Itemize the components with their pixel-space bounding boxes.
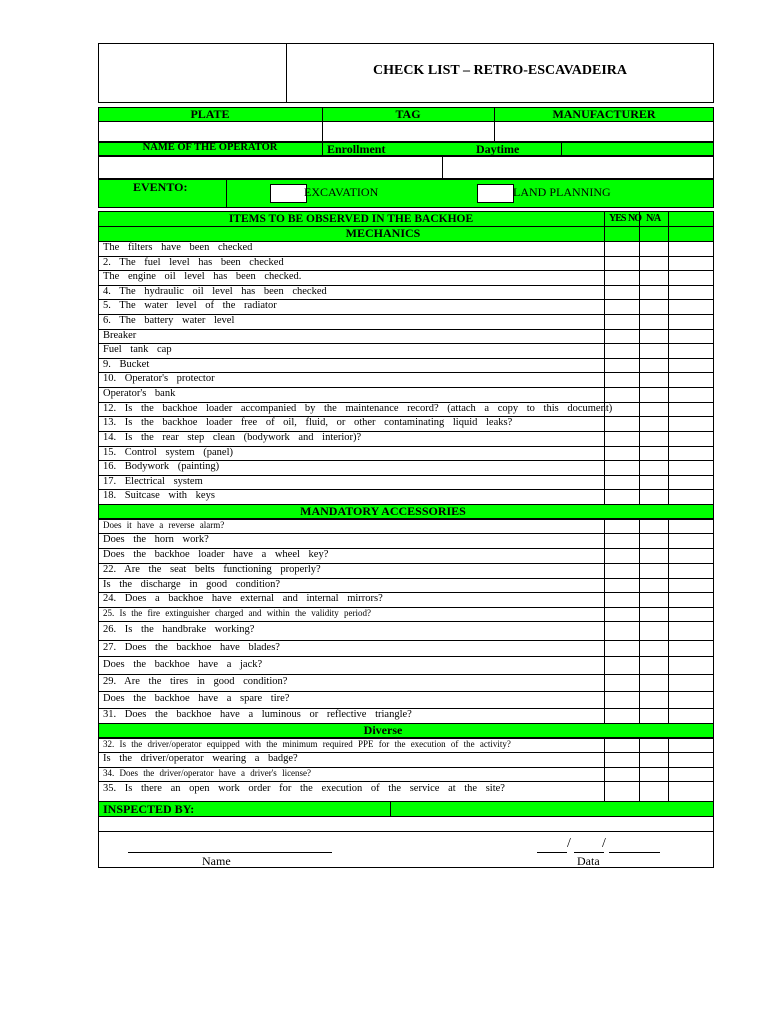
checkbox-yes[interactable] (604, 738, 639, 752)
checkbox-no[interactable] (639, 358, 668, 372)
checklist-item-text: 4. The hydraulic oil level has been checked (103, 285, 327, 297)
checkbox-na[interactable] (668, 578, 714, 592)
checklist-item-text: 14. Is the rear step clean (bodywork and interior)? (103, 432, 362, 443)
checkbox-yes[interactable] (604, 431, 639, 446)
date-label: Data (577, 854, 600, 868)
checkbox-no[interactable] (639, 621, 668, 640)
checkbox-no[interactable] (639, 314, 668, 329)
checkbox-na[interactable] (668, 674, 714, 691)
checkbox-no[interactable] (639, 533, 668, 548)
checklist-item-text: 9. Bucket (103, 358, 150, 370)
checkbox-no[interactable] (639, 446, 668, 460)
checkbox-na[interactable] (668, 329, 714, 343)
yes-header: YES (609, 213, 626, 224)
checkbox-na[interactable] (668, 416, 714, 431)
evento-row (98, 179, 714, 208)
checkbox-no[interactable] (639, 752, 668, 767)
checkbox-na[interactable] (668, 256, 714, 270)
checklist-item-text: Fuel tank cap (103, 344, 172, 355)
checklist-item-text: 27. Does the backhoe have blades? (103, 641, 280, 653)
divider (98, 831, 714, 832)
checkbox-no[interactable] (639, 738, 668, 752)
checkbox-na[interactable] (668, 738, 714, 752)
checklist-item-text: 17. Electrical system (103, 475, 203, 487)
checkbox-yes[interactable] (604, 674, 639, 691)
checklist-item-text: Does the backhoe have a jack? (103, 658, 263, 670)
checkbox-yes[interactable] (604, 708, 639, 723)
checkbox-no[interactable] (639, 548, 668, 563)
checkbox-yes[interactable] (604, 460, 639, 475)
checklist-item-text: 32. Is the driver/operator equipped with the minimum required PPE for the execution of the activity? (103, 738, 511, 749)
checkbox-no[interactable] (639, 708, 668, 723)
evento-label: EVENTO: (133, 180, 188, 194)
checkbox-na[interactable] (668, 621, 714, 640)
checkbox-na[interactable] (668, 299, 714, 314)
excavation-checkbox[interactable] (270, 184, 307, 203)
checkbox-yes[interactable] (604, 640, 639, 656)
checklist-item-text: 12. Is the backhoe loader accompanied by the maintenance record? (attach a copy to this document) (103, 402, 613, 414)
checkbox-yes[interactable] (604, 314, 639, 329)
name-signature-line[interactable] (128, 852, 332, 853)
checkbox-no[interactable] (639, 781, 668, 797)
page-title: CHECK LIST – RETRO-ESCAVADEIRA (372, 63, 628, 78)
checklist-item-text: Does it have a reverse alarm? (103, 519, 225, 530)
divider (322, 142, 323, 156)
checkbox-no[interactable] (639, 256, 668, 270)
checkbox-na[interactable] (668, 640, 714, 656)
inspected-label: INSPECTED BY: (103, 802, 195, 816)
plate-input-row[interactable] (98, 121, 714, 142)
section-title: Diverse (363, 723, 403, 737)
checkbox-na[interactable] (668, 691, 714, 708)
checkbox-na[interactable] (668, 358, 714, 372)
checkbox-no[interactable] (639, 489, 668, 504)
items-header-label: ITEMS TO BE OBSERVED IN THE BACKHOE (228, 213, 474, 225)
checkbox-na[interactable] (668, 372, 714, 387)
date-slash-1: / (567, 836, 571, 851)
checkbox-yes[interactable] (604, 533, 639, 548)
checkbox-no[interactable] (639, 640, 668, 656)
land-planning-checkbox[interactable] (477, 184, 514, 203)
enrollment-label: Enrollment (327, 142, 386, 156)
section-title: MANDATORY ACCESSORIES (300, 504, 466, 518)
checklist-item-text: Operator's bank (103, 388, 176, 399)
checkbox-no[interactable] (639, 767, 668, 781)
checkbox-no[interactable] (639, 563, 668, 578)
date-day-line[interactable] (537, 852, 567, 853)
date-slash-2: / (602, 836, 606, 851)
divider (226, 179, 227, 208)
checkbox-yes[interactable] (604, 402, 639, 416)
checkbox-yes[interactable] (604, 563, 639, 578)
checkbox-no[interactable] (639, 460, 668, 475)
land-planning-label: LAND PLANNING (513, 185, 611, 199)
checkbox-yes[interactable] (604, 592, 639, 607)
checkbox-no[interactable] (639, 519, 668, 533)
checkbox-na[interactable] (668, 533, 714, 548)
checklist-item-text: Is the driver/operator wearing a badge? (103, 753, 298, 764)
checklist-item-text: Is the discharge in good condition? (103, 578, 281, 590)
checkbox-yes[interactable] (604, 256, 639, 270)
divider (390, 801, 391, 817)
checkbox-no[interactable] (639, 372, 668, 387)
checkbox-yes[interactable] (604, 489, 639, 504)
checkbox-no[interactable] (639, 285, 668, 299)
checkbox-no[interactable] (639, 578, 668, 592)
checkbox-yes[interactable] (604, 372, 639, 387)
checklist-item-text: 22. Are the seat belts functioning properly? (103, 564, 321, 575)
checkbox-yes[interactable] (604, 329, 639, 343)
checkbox-no[interactable] (639, 387, 668, 402)
checkbox-no[interactable] (639, 592, 668, 607)
checkbox-yes[interactable] (604, 656, 639, 674)
checkbox-no[interactable] (639, 607, 668, 621)
checkbox-yes[interactable] (604, 752, 639, 767)
checklist-item-text: 34. Does the driver/operator have a driver's license? (103, 767, 312, 778)
checkbox-no[interactable] (639, 691, 668, 708)
checkbox-yes[interactable] (604, 607, 639, 621)
checkbox-no[interactable] (639, 431, 668, 446)
checkbox-na[interactable] (668, 387, 714, 402)
checkbox-no[interactable] (639, 475, 668, 489)
checkbox-yes[interactable] (604, 299, 639, 314)
checkbox-yes[interactable] (604, 343, 639, 358)
checkbox-yes[interactable] (604, 416, 639, 431)
checkbox-na[interactable] (668, 402, 714, 416)
checkbox-na[interactable] (668, 343, 714, 358)
checkbox-yes[interactable] (604, 446, 639, 460)
checkbox-na[interactable] (668, 431, 714, 446)
checkbox-yes[interactable] (604, 781, 639, 797)
checkbox-no[interactable] (639, 674, 668, 691)
checkbox-na[interactable] (668, 607, 714, 621)
checklist-item-text: 10. Operator's protector (103, 373, 215, 384)
checkbox-no[interactable] (639, 656, 668, 674)
checklist-item-text: Does the horn work? (103, 534, 209, 545)
checkbox-yes[interactable] (604, 691, 639, 708)
checkbox-na[interactable] (668, 548, 714, 563)
checklist-item-text: 15. Control system (panel) (103, 446, 233, 458)
checkbox-yes[interactable] (604, 548, 639, 563)
checkbox-na[interactable] (668, 475, 714, 489)
checklist-item-text: 29. Are the tires in good condition? (103, 676, 288, 687)
name-label: Name (202, 854, 231, 868)
plate-label: PLATE (190, 107, 230, 121)
checklist-item-text: 25. Is the fire extinguisher charged and within the validity period? (103, 607, 372, 618)
checkbox-yes[interactable] (604, 475, 639, 489)
checkbox-yes[interactable] (604, 285, 639, 299)
tag-label: TAG (395, 107, 421, 121)
checklist-item-text: 16. Bodywork (painting) (103, 461, 220, 472)
checkbox-na[interactable] (668, 460, 714, 475)
checkbox-no[interactable] (639, 343, 668, 358)
checkbox-na[interactable] (668, 446, 714, 460)
section-title-mechanics: MECHANICS (345, 226, 421, 240)
checklist-item-text: 35. Is there an open work order for the execution of the service at the site? (103, 782, 505, 794)
checkbox-yes[interactable] (604, 578, 639, 592)
checkbox-na[interactable] (668, 708, 714, 723)
checkbox-no[interactable] (639, 416, 668, 431)
na-header: N/A (646, 213, 661, 224)
checkbox-no[interactable] (639, 329, 668, 343)
checkbox-na[interactable] (668, 767, 714, 781)
checkbox-yes[interactable] (604, 270, 639, 285)
checkbox-yes[interactable] (604, 519, 639, 533)
operator-label: NAME OF THE OPERATOR (142, 142, 278, 153)
checklist-item-text: 31. Does the backhoe have a luminous or reflective triangle? (103, 709, 412, 720)
checkbox-na[interactable] (668, 489, 714, 504)
checkbox-yes[interactable] (604, 767, 639, 781)
checklist-item-text: The filters have been checked (103, 242, 253, 253)
manufacturer-label: MANUFACTURER (552, 107, 656, 121)
checklist-item-text: Does the backhoe loader have a wheel key? (103, 549, 329, 560)
checklist-item-text: Breaker (103, 329, 137, 341)
checkbox-yes[interactable] (604, 358, 639, 372)
date-year-line[interactable] (609, 852, 660, 853)
checkbox-yes[interactable] (604, 621, 639, 640)
checkbox-na[interactable] (668, 592, 714, 607)
no-header: NO (628, 213, 641, 224)
checkbox-na[interactable] (668, 656, 714, 674)
date-month-line[interactable] (574, 852, 604, 853)
checklist-item-text: Does the backhoe have a spare tire? (103, 693, 290, 704)
checkbox-na[interactable] (668, 285, 714, 299)
checklist-item-text: The engine oil level has been checked. (103, 271, 302, 282)
checkbox-yes[interactable] (604, 387, 639, 402)
checklist-item-text: 18. Suitcase with keys (103, 490, 215, 501)
checkbox-na[interactable] (668, 752, 714, 767)
checkbox-yes[interactable] (604, 241, 639, 256)
checklist-item-text: 13. Is the backhoe loader free of oil, fluid, or other contaminating liquid leaks? (103, 417, 513, 428)
checkbox-na[interactable] (668, 241, 714, 256)
checkbox-na[interactable] (668, 314, 714, 329)
checkbox-na[interactable] (668, 270, 714, 285)
checkbox-no[interactable] (639, 270, 668, 285)
checklist-item-text: 24. Does a backhoe have external and internal mirrors? (103, 593, 383, 604)
checkbox-na[interactable] (668, 519, 714, 533)
checkbox-na[interactable] (668, 781, 714, 797)
checkbox-na[interactable] (668, 563, 714, 578)
checklist-item-text: 5. The water level of the radiator (103, 300, 277, 311)
checklist-item-text: 2. The fuel level has been checked (103, 256, 284, 268)
divider (561, 142, 562, 156)
divider (442, 156, 443, 179)
checkbox-no[interactable] (639, 402, 668, 416)
checklist-item-text: 26. Is the handbrake working? (103, 624, 255, 635)
checkbox-no[interactable] (639, 241, 668, 256)
excavation-label: EXCAVATION (304, 185, 379, 199)
operator-input-row[interactable] (98, 156, 714, 179)
daytime-label: Daytime (476, 142, 520, 156)
checklist-item-text: 6. The battery water level (103, 315, 235, 326)
checkbox-no[interactable] (639, 299, 668, 314)
